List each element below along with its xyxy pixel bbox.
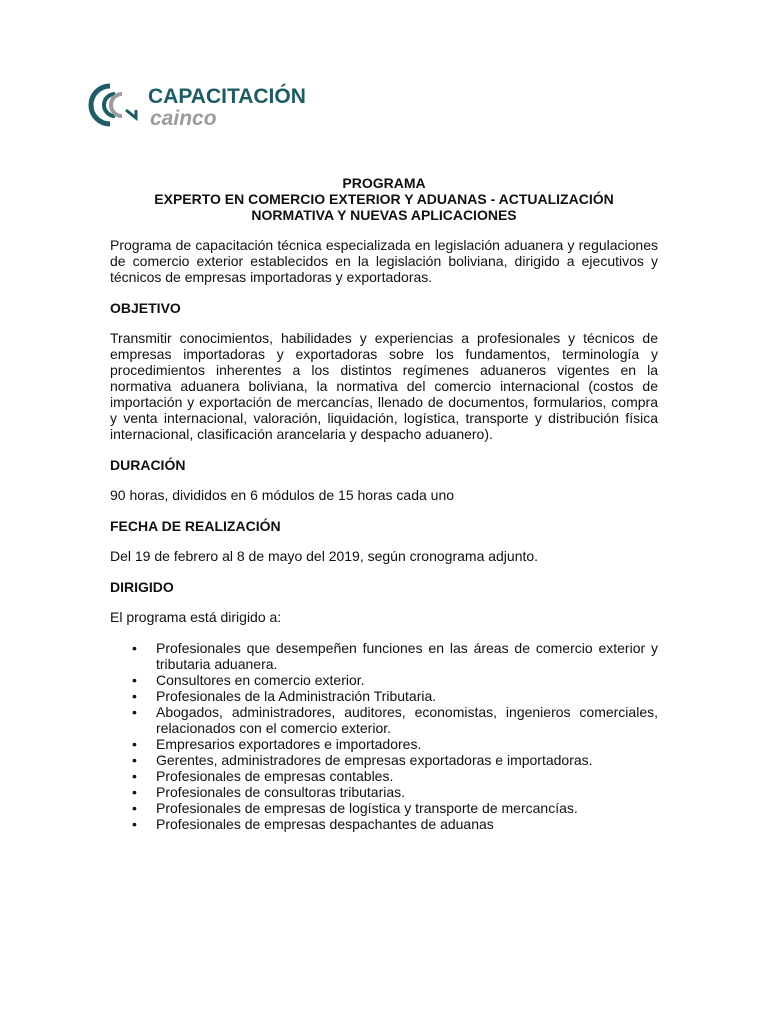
capacitacion-cainco-logo: [84, 80, 324, 130]
bullet-icon: •: [132, 768, 137, 784]
program-title: [110, 175, 658, 223]
list-item: [110, 800, 658, 816]
title-line-1: PROGRAMA: [342, 175, 426, 191]
list-item-text: Empresarios exportadores e importadores.: [156, 736, 422, 752]
title-line-3: NORMATIVA Y NUEVAS APLICACIONES: [251, 207, 517, 223]
list-item: [110, 640, 658, 672]
list-item: [110, 784, 658, 800]
list-item-text: Profesionales de consultoras tributarias.: [156, 784, 406, 800]
list-item-text: Profesionales de empresas contables.: [156, 768, 394, 784]
list-item-text: Profesionales de la Administración Tributaria.: [156, 688, 437, 704]
bullet-icon: •: [132, 688, 137, 704]
bullet-icon: •: [132, 736, 137, 752]
objetivo-text: Transmitir conocimientos, habilidades y experiencias a profesionales y técnicos de empresas importadoras y exportadoras sobre los fundamentos, terminología y procedimientos inherentes a los distintos regímenes aduaneros vigentes en la normativa aduanera boliviana, la normativa del comercio internacional (costos de importación y exportación de mercancías, llenado de documentos, formularios, compra y venta internacional, valoración, liquidación, logística, transporte y distribución física internacional, clasificación arancelaria y despacho aduanero).: [110, 330, 658, 442]
bullet-icon: •: [132, 784, 137, 800]
duracion-heading: DURACIÓN: [110, 457, 186, 473]
intro-paragraph: Programa de capacitación técnica especializada en legislación aduanera y regulaciones de comercio exterior establecidos en la legislación boliviana, dirigido a ejecutivos y técnicos de empresas importadoras y exportadoras.: [110, 237, 658, 285]
list-item: [110, 672, 658, 688]
list-item-text: Profesionales que desempeñen funciones en las áreas de comercio exterior y tributaria aduanera.: [156, 640, 658, 672]
objetivo-heading: OBJETIVO: [110, 300, 181, 316]
dirigido-heading: DIRIGIDO: [110, 579, 174, 595]
bullet-icon: •: [132, 816, 137, 832]
duracion-text: 90 horas, divididos en 6 módulos de 15 horas cada uno: [110, 487, 455, 503]
list-item: [110, 704, 658, 736]
fecha-heading: FECHA DE REALIZACIÓN: [110, 518, 281, 534]
bullet-icon: •: [132, 640, 137, 656]
fecha-text: Del 19 de febrero al 8 de mayo del 2019, según cronograma adjunto.: [110, 548, 539, 564]
list-item: [110, 752, 658, 768]
title-line-2: EXPERTO EN COMERCIO EXTERIOR Y ADUANAS - ACTUALIZACIÓN: [154, 191, 614, 207]
bullet-icon: •: [132, 672, 137, 688]
list-item-text: Consultores en comercio exterior.: [156, 672, 365, 688]
dirigido-text: El programa está dirigido a:: [110, 609, 282, 625]
logo-brand-top: CAPACITACIÓN: [148, 85, 306, 108]
bullet-icon: •: [132, 800, 137, 816]
logo-mark-icon: [84, 80, 324, 130]
list-item-text: Profesionales de empresas de logística y transporte de mercancías.: [156, 800, 578, 816]
list-item: [110, 688, 658, 704]
bullet-icon: •: [132, 704, 137, 720]
list-item-text: Abogados, administradores, auditores, economistas, ingenieros comerciales, relacionados con el comercio exterior.: [156, 704, 658, 736]
list-item: [110, 736, 658, 752]
bullet-icon: •: [132, 752, 137, 768]
list-item-text: Profesionales de empresas despachantes de aduanas: [156, 816, 494, 832]
audience-list: [110, 640, 658, 832]
list-item: [110, 768, 658, 784]
list-item: [110, 816, 658, 832]
list-item-text: Gerentes, administradores de empresas exportadoras e importadoras.: [156, 752, 593, 768]
logo-brand-bottom: cainco: [150, 107, 217, 130]
document-content: [110, 175, 658, 832]
